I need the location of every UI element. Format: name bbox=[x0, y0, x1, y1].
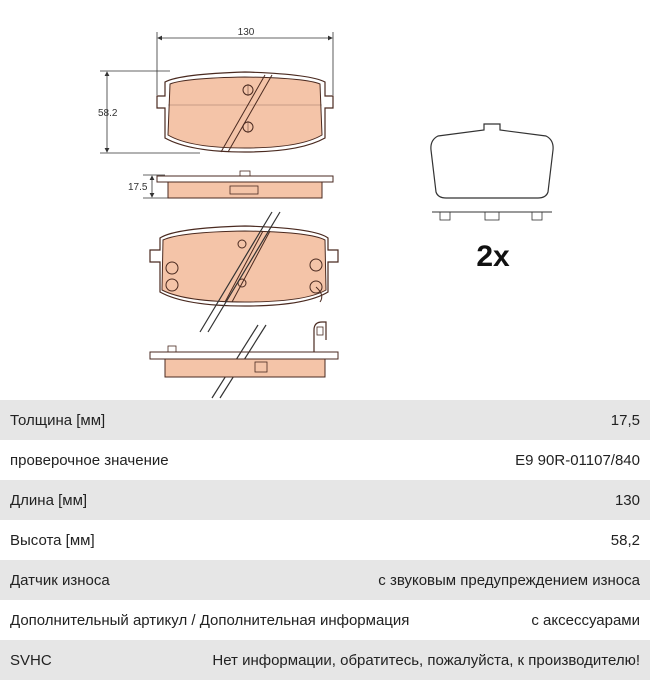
spec-row bbox=[0, 440, 650, 480]
spec-value: 58,2 bbox=[610, 531, 640, 549]
pad-side-view-bottom bbox=[150, 322, 338, 377]
shim-accessory bbox=[431, 124, 553, 220]
spec-value: 17,5 bbox=[610, 411, 640, 429]
spec-row bbox=[0, 400, 650, 440]
spec-label: проверочное значение bbox=[10, 451, 169, 469]
spec-value: 130 bbox=[614, 491, 640, 509]
specifications-table bbox=[0, 400, 650, 680]
length-dim-label: 130 bbox=[237, 27, 255, 38]
pad-side-view-top bbox=[157, 171, 333, 198]
pad-front-view-top bbox=[157, 72, 333, 152]
spec-row bbox=[0, 600, 650, 640]
spec-label: Дополнительный артикул / Дополнительная информация bbox=[10, 611, 410, 629]
spec-row bbox=[0, 640, 650, 680]
spec-label: Толщина [мм] bbox=[10, 411, 106, 429]
pad-front-view-bottom bbox=[150, 226, 338, 306]
spec-label: Высота [мм] bbox=[10, 531, 95, 549]
spec-label: Длина [мм] bbox=[10, 491, 88, 509]
spec-row bbox=[0, 480, 650, 520]
spec-value: с аксессуарами bbox=[531, 611, 640, 629]
spec-row bbox=[0, 520, 650, 560]
spec-value: Нет информации, обратитесь, пожалуйста, к производителю! bbox=[212, 651, 640, 669]
spec-label: Датчик износа bbox=[10, 571, 110, 589]
spec-value: E9 90R-01107/840 bbox=[515, 451, 640, 469]
spec-label: SVHC bbox=[10, 651, 52, 669]
height-dim-label: 58.2 bbox=[98, 108, 118, 119]
spec-value: с звуковым предупреждением износа bbox=[378, 571, 640, 589]
thickness-dim-label: 17.5 bbox=[128, 182, 148, 193]
spec-row bbox=[0, 560, 650, 600]
quantity-label: 2x bbox=[476, 240, 510, 273]
